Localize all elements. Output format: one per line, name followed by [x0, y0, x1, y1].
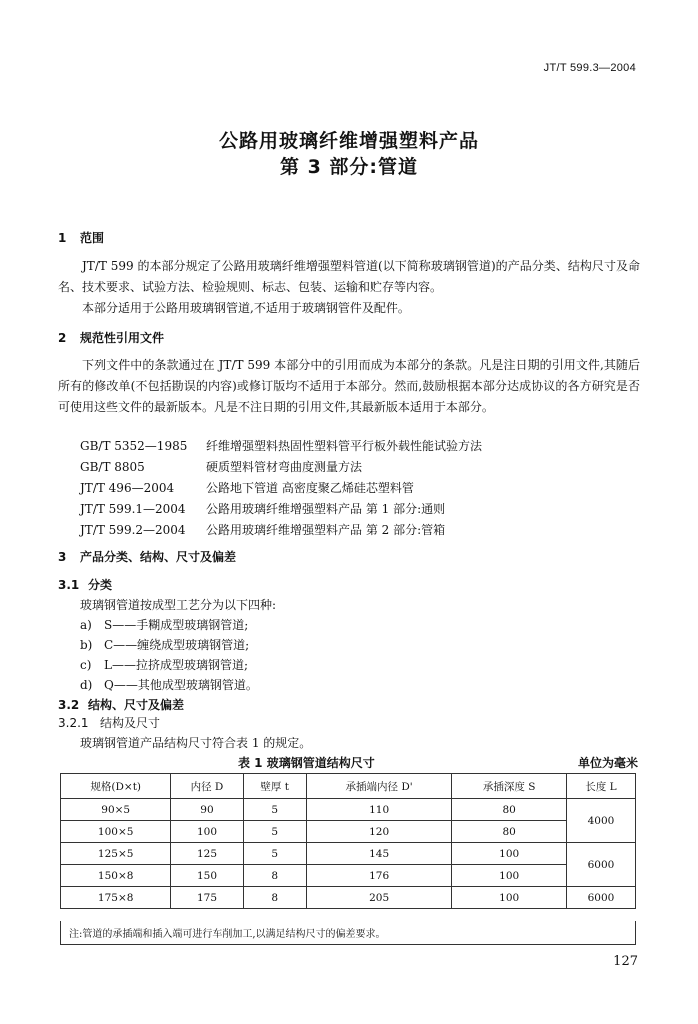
column-header: 承插端内径 D'	[306, 774, 452, 799]
list-text: Q——其他成型玻璃钢管道。	[104, 678, 258, 692]
reference-item	[80, 437, 482, 454]
reference-code: GB/T 8805	[80, 460, 145, 474]
table-cell: 90	[171, 799, 243, 821]
table-caption: 表 1 玻璃钢管道结构尺寸	[238, 756, 375, 770]
table-cell: 5	[243, 821, 306, 843]
reference-title: 公路地下管道 高密度聚乙烯硅芯塑料管	[206, 481, 414, 495]
section-number: 3.1	[58, 578, 80, 592]
table-cell: 80	[452, 821, 566, 843]
table-cell: 8	[243, 887, 306, 909]
section-number: 2	[58, 331, 67, 345]
table-row	[61, 821, 636, 843]
section-title: 结构及尺寸	[100, 716, 161, 730]
subsection-3-2-heading	[58, 696, 184, 713]
table-cell: 125×5	[61, 843, 171, 865]
reference-title: 公路用玻璃纤维增强塑料产品 第 2 部分:管箱	[206, 523, 446, 537]
list-text: L——拉挤成型玻璃钢管道;	[104, 658, 249, 672]
reference-code: JT/T 599.1—2004	[80, 502, 186, 516]
table-header-row	[61, 774, 636, 799]
reference-item	[80, 458, 362, 475]
reference-code: JT/T 599.2—2004	[80, 523, 186, 537]
section-1-paragraph-2: 本部分适用于公路用玻璃钢管道,不适用于玻璃钢管件及配件。	[82, 301, 410, 315]
dimensions-table	[60, 773, 636, 909]
table-cell: 100	[452, 865, 566, 887]
section-title: 结构、尺寸及偏差	[88, 698, 185, 712]
table-cell: 145	[306, 843, 452, 865]
section-1-paragraph-1: JT/T 599 的本部分规定了公路用玻璃纤维增强塑料管道(以下简称玻璃钢管道)的产品分类、结构尺寸及命名、技术要求、试验方法、检验规则、标志、包装、运输和贮存等内容。	[58, 259, 640, 294]
section-title: 范围	[80, 231, 105, 245]
table-cell: 80	[452, 799, 566, 821]
table-cell: 6000	[566, 843, 635, 887]
document-subtitle: 第 3 部分:管道	[279, 156, 419, 178]
section-3-heading	[58, 548, 236, 565]
reference-item	[80, 500, 445, 517]
reference-code: JT/T 496—2004	[80, 481, 175, 495]
table-cell: 150	[171, 865, 243, 887]
section-title: 产品分类、结构、尺寸及偏差	[80, 550, 237, 564]
table-cell: 6000	[566, 887, 635, 909]
standard-code: JT/T 599.3—2004	[543, 62, 636, 74]
table-cell: 100	[452, 887, 566, 909]
section-title: 分类	[88, 578, 113, 592]
table-cell: 125	[171, 843, 243, 865]
table-cell: 8	[243, 865, 306, 887]
section-2-paragraph: 下列文件中的条款通过在 JT/T 599 本部分中的引用而成为本部分的条款。凡是注日期的引用文件,其随后所有的修改单(不包括勘误的内容)或修订版均不适用于本部分。然而,鼓励根据本部分达成协议的各方研究是否可使用这些文件的最新版本。凡是不注日期的引用文件,其最新版本适用于本部分。	[58, 358, 640, 414]
section-number: 3.2	[58, 698, 80, 712]
table-note: 注:管道的承插端和插入端可进行车削加工,以满足结构尺寸的偏差要求。	[60, 921, 636, 945]
document-title: 公路用玻璃纤维增强塑料产品	[218, 130, 479, 152]
section-number: 1	[58, 231, 67, 245]
list-item	[80, 656, 248, 673]
section-1-heading	[58, 229, 104, 246]
list-item	[80, 676, 258, 693]
table-cell: 4000	[566, 799, 635, 843]
table-cell: 175	[171, 887, 243, 909]
list-text: S——手糊成型玻璃钢管道;	[104, 618, 249, 632]
reference-title: 公路用玻璃纤维增强塑料产品 第 1 部分:通则	[206, 502, 446, 516]
table-cell: 110	[306, 799, 452, 821]
column-header: 规格(D×t)	[61, 774, 171, 799]
reference-item	[80, 479, 414, 496]
list-item	[80, 616, 248, 633]
list-item	[80, 636, 249, 653]
table-intro: 玻璃钢管道产品结构尺寸符合表 1 的规定。	[80, 736, 312, 750]
classification-intro: 玻璃钢管道按成型工艺分为以下四种:	[80, 598, 277, 612]
column-header: 承插深度 S	[452, 774, 566, 799]
table-cell: 120	[306, 821, 452, 843]
list-text: C——缠绕成型玻璃钢管道;	[104, 638, 250, 652]
table-row	[61, 843, 636, 865]
table-cell: 176	[306, 865, 452, 887]
reference-title: 硬质塑料管材弯曲度测量方法	[206, 460, 363, 474]
table-unit: 单位为毫米	[577, 756, 638, 770]
table-cell: 5	[243, 799, 306, 821]
table-cell: 100×5	[61, 821, 171, 843]
subsection-3-2-1-heading	[58, 714, 160, 731]
list-marker: c)	[80, 658, 92, 672]
column-header: 长度 L	[566, 774, 635, 799]
column-header: 壁厚 t	[243, 774, 306, 799]
column-header: 内径 D	[171, 774, 243, 799]
section-2-heading	[58, 329, 164, 346]
table-cell: 175×8	[61, 887, 171, 909]
table-cell: 205	[306, 887, 452, 909]
table-cell: 100	[452, 843, 566, 865]
section-number: 3.2.1	[58, 716, 89, 730]
table-cell: 5	[243, 843, 306, 865]
page-number: 127	[613, 954, 638, 969]
table-row	[61, 887, 636, 909]
table-cell: 100	[171, 821, 243, 843]
table-row	[61, 799, 636, 821]
reference-title: 纤维增强塑料热固性塑料管平行板外载性能试验方法	[206, 439, 483, 453]
section-number: 3	[58, 550, 67, 564]
list-marker: b)	[80, 638, 93, 652]
reference-item	[80, 521, 445, 538]
table-cell: 90×5	[61, 799, 171, 821]
subsection-3-1-heading	[58, 576, 112, 593]
table-row	[61, 865, 636, 887]
section-title: 规范性引用文件	[80, 331, 165, 345]
list-marker: d)	[80, 678, 93, 692]
list-marker: a)	[80, 618, 92, 632]
table-cell: 150×8	[61, 865, 171, 887]
reference-code: GB/T 5352—1985	[80, 439, 188, 453]
